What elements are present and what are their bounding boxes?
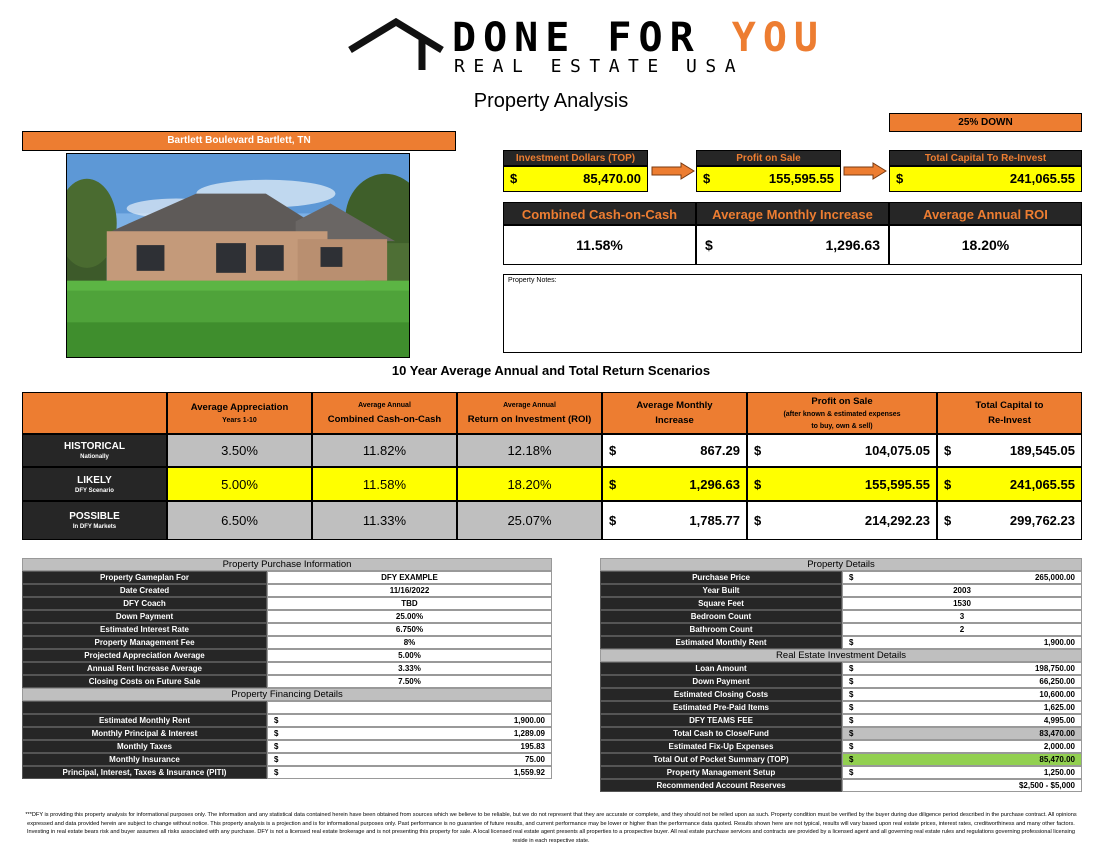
header-avg-monthly-increase: Average Monthly Increase xyxy=(602,392,747,434)
table-row: Recommended Account Reserves $2,500 - $5,000 xyxy=(600,779,1082,792)
combined-coc-label: Combined Cash-on-Cash xyxy=(503,202,696,225)
historical-appreciation: 3.50% xyxy=(167,434,312,467)
table-row: Estimated Interest Rate 6.750% xyxy=(22,623,552,636)
historical-profit-on-sale: $ 104,075.05 xyxy=(747,434,937,467)
table-row: Loan Amount $ 198,750.00 xyxy=(600,662,1082,675)
avg-monthly-increase-label: Average Monthly Increase xyxy=(696,202,889,225)
possible-monthly-increase: $ 1,785.77 xyxy=(602,501,747,540)
investment-dollars-box xyxy=(503,150,648,193)
likely-coc: 11.58% xyxy=(312,467,457,501)
table-row: Estimated Pre-Paid Items $ 1,625.00 xyxy=(600,701,1082,714)
table-row: Monthly Taxes $ 195.83 xyxy=(22,740,552,753)
combined-coc-metric xyxy=(503,202,696,265)
summary-metrics xyxy=(503,202,1082,265)
header-profit-on-sale: Profit on Sale (after known & estimated expenses to buy, own & sell) xyxy=(747,392,937,434)
table-row: Total Out of Pocket Summary (TOP) $ 85,470.00 xyxy=(600,753,1082,766)
possible-roi: 25.07% xyxy=(457,501,602,540)
table-row: DFY TEAMS FEE $ 4,995.00 xyxy=(600,714,1082,727)
avg-monthly-increase-value: $ 1,296.63 xyxy=(696,225,889,265)
avg-monthly-increase-metric xyxy=(696,202,889,265)
table-row: Date Created 11/16/2022 xyxy=(22,584,552,597)
brand-logo-text: DONE FOR YOU xyxy=(452,15,825,61)
property-notes-field[interactable] xyxy=(503,274,1082,353)
table-row: Square Feet 1530 xyxy=(600,597,1082,610)
profit-on-sale-label: Profit on Sale xyxy=(696,150,841,166)
possible-coc: 11.33% xyxy=(312,501,457,540)
avg-annual-roi-value: 18.20% xyxy=(889,225,1082,265)
scenario-possible-label: POSSIBLE In DFY Markets xyxy=(22,501,167,540)
table-row: Purchase Price $ 265,000.00 xyxy=(600,571,1082,584)
historical-monthly-increase: $ 867.29 xyxy=(602,434,747,467)
table-row: Bathroom Count 2 xyxy=(600,623,1082,636)
table-row: Principal, Interest, Taxes & Insurance (PITI) $ 1,559.92 xyxy=(22,766,552,779)
table-row: Annual Rent Increase Average 3.33% xyxy=(22,662,552,675)
table-row: Property Gameplan For DFY EXAMPLE xyxy=(22,571,552,584)
table-row: Estimated Monthly Rent $ 1,900.00 xyxy=(600,636,1082,649)
header-avg-appreciation: Average Appreciation Years 1-10 xyxy=(167,392,312,434)
page-title: Property Analysis xyxy=(473,90,629,112)
possible-appreciation: 6.50% xyxy=(167,501,312,540)
possible-profit-on-sale: $ 214,292.23 xyxy=(747,501,937,540)
table-row: DFY Coach TBD xyxy=(22,597,552,610)
likely-profit-on-sale: $ 155,595.55 xyxy=(747,467,937,501)
scenario-header-blank xyxy=(22,392,167,434)
table-row: Projected Appreciation Average 5.00% xyxy=(22,649,552,662)
table-row: Property Management Setup $ 1,250.00 xyxy=(600,766,1082,779)
investment-dollars-value: $ 85,470.00 xyxy=(503,166,648,192)
scenario-likely-label: LIKELY DFY Scenario xyxy=(22,467,167,501)
header-avg-coc: Average Annual Combined Cash-on-Cash xyxy=(312,392,457,434)
scenarios-title: 10 Year Average Annual and Total Return Scenarios xyxy=(391,363,711,378)
property-photo xyxy=(66,153,410,358)
table-row: Closing Costs on Future Sale 7.50% xyxy=(22,675,552,688)
likely-monthly-increase: $ 1,296.63 xyxy=(602,467,747,501)
header-avg-roi: Average Annual Return on Investment (ROI) xyxy=(457,392,602,434)
total-capital-box xyxy=(889,150,1082,193)
possible-total-capital: $ 299,762.23 xyxy=(937,501,1082,540)
table-row: Monthly Insurance $ 75.00 xyxy=(22,753,552,766)
historical-coc: 11.82% xyxy=(312,434,457,467)
total-capital-value: $ 241,065.55 xyxy=(889,166,1082,192)
likely-roi: 18.20% xyxy=(457,467,602,501)
avg-annual-roi-metric xyxy=(889,202,1082,265)
property-details-title: Property Details xyxy=(600,558,1082,571)
table-row: Down Payment 25.00% xyxy=(22,610,552,623)
property-address: Bartlett Boulevard Bartlett, TN xyxy=(22,131,456,151)
total-capital-label: Total Capital To Re-Invest xyxy=(889,150,1082,166)
property-notes-label: Property Notes: xyxy=(508,277,557,284)
table-row: Estimated Fix-Up Expenses $ 2,000.00 xyxy=(600,740,1082,753)
disclaimer-text: ***DFY is providing this property analysis for informational purposes only. The information and any statistical data contained herein have been obtained from sources which we believe to be reliable, but we do not represent that they are accurate or complete, and they should not be relied upon as such. Property condition must be verified by the buyer during due diligence period described in the purchase contract. All opinions expressed and data provided herein are subject to change without notice. This property analysis is a projection and is for informational purposes only. Past performance is no guarantee of future results, and current performance may be lower or higher than the performance data quoted. Results shown here are not typical, results will vary based upon real estate prices, interest rates, creditworthiness and many other factors. Investing in real estate bears risk and buyer assumes all risks associated with any purchase. DFY is not a licensed real estate brokerage and is not presenting this property for sale. A local licensed real estate agent presents all properties to a prospective buyer. All real estate purchase services and contracts are provided by a licensed agent and all governing real estate rules and regulations governing professional licensing reside in each respective state. xyxy=(25,812,1077,844)
house-logo-icon xyxy=(346,18,446,74)
table-row: Bedroom Count 3 xyxy=(600,610,1082,623)
down-payment-badge: 25% DOWN xyxy=(889,113,1082,132)
investment-details-title: Real Estate Investment Details xyxy=(600,649,1082,662)
financing-details-title: Property Financing Details xyxy=(22,688,552,701)
property-details-table xyxy=(600,558,1082,792)
profit-on-sale-box xyxy=(696,150,841,193)
arrow-right-icon xyxy=(651,162,695,180)
purchase-info-table xyxy=(22,558,552,780)
scenario-historical-label: HISTORICAL Nationally xyxy=(22,434,167,467)
arrow-right-icon xyxy=(843,162,887,180)
likely-total-capital: $ 241,065.55 xyxy=(937,467,1082,501)
table-row: Estimated Closing Costs $ 10,600.00 xyxy=(600,688,1082,701)
brand-logo-subtitle: REAL ESTATE USA xyxy=(454,56,745,77)
historical-roi: 12.18% xyxy=(457,434,602,467)
likely-appreciation: 5.00% xyxy=(167,467,312,501)
table-row: Estimated Monthly Rent $ 1,900.00 xyxy=(22,714,552,727)
table-row: Down Payment $ 66,250.00 xyxy=(600,675,1082,688)
table-row: Property Management Fee 8% xyxy=(22,636,552,649)
combined-coc-value: 11.58% xyxy=(503,225,696,265)
table-row: Monthly Principal & Interest $ 1,289.09 xyxy=(22,727,552,740)
scenario-table xyxy=(22,392,1082,540)
table-row xyxy=(22,701,552,714)
avg-annual-roi-label: Average Annual ROI xyxy=(889,202,1082,225)
purchase-info-title: Property Purchase Information xyxy=(22,558,552,571)
historical-total-capital: $ 189,545.05 xyxy=(937,434,1082,467)
profit-on-sale-value: $ 155,595.55 xyxy=(696,166,841,192)
header-total-capital: Total Capital to Re-Invest xyxy=(937,392,1082,434)
table-row: Total Cash to Close/Fund $ 83,470.00 xyxy=(600,727,1082,740)
investment-dollars-label: Investment Dollars (TOP) xyxy=(503,150,648,166)
table-row: Year Built 2003 xyxy=(600,584,1082,597)
